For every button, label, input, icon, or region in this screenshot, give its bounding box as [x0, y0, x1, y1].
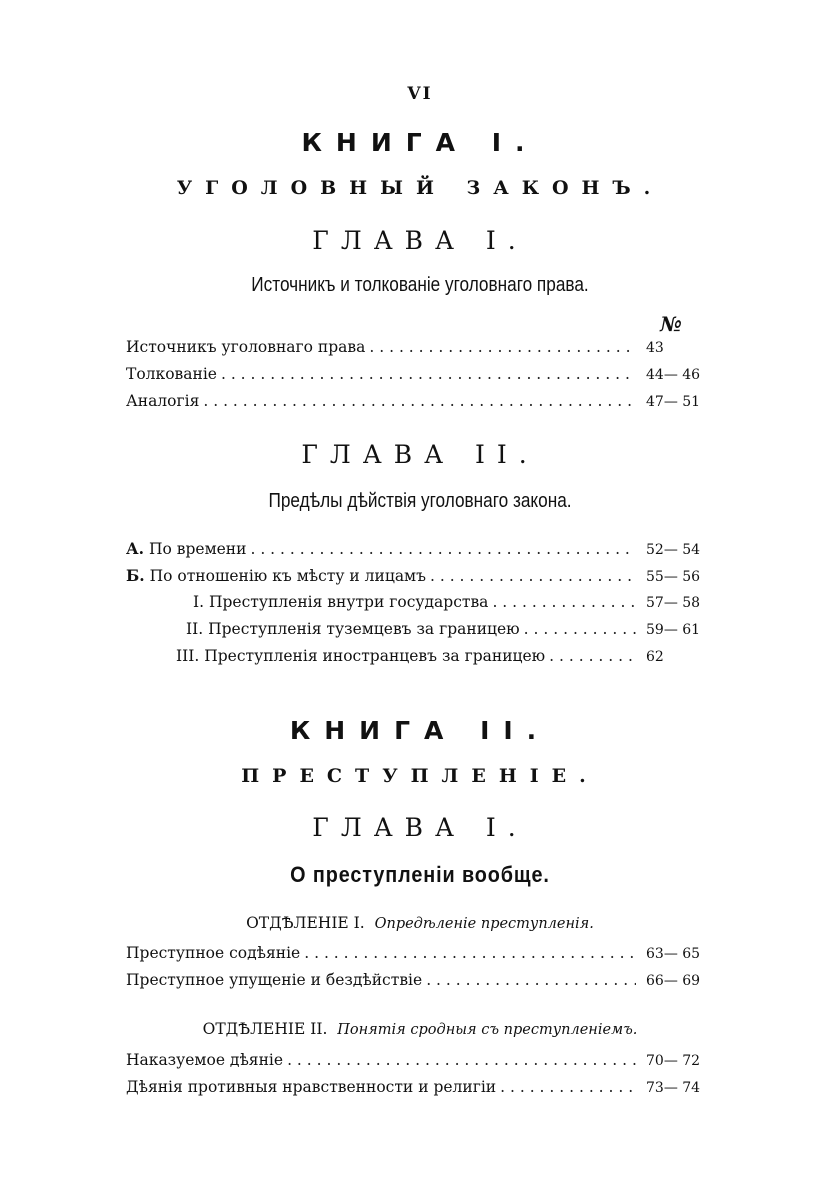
- toc-leader-dots: [426, 971, 636, 989]
- toc-entry-label: III. Преступленія иностранцевъ за границею: [176, 647, 546, 665]
- toc-leader-dots: [304, 944, 636, 962]
- toc-entry-label: [126, 539, 250, 558]
- section-subtitle: Опредѣленіе преступленія.: [374, 916, 594, 932]
- toc-leader-dots: [500, 1078, 636, 1096]
- toc-entry-label: Дѣянія противныя нравственности и религіи: [126, 1078, 497, 1096]
- toc-leader-dots: [287, 1051, 636, 1069]
- toc-entry-marker: А.: [126, 539, 145, 558]
- toc-entry-label: [126, 566, 430, 585]
- toc-leader-dots: [430, 567, 636, 585]
- book2-chapter1-title: О преступленіи вообще.: [290, 862, 550, 887]
- section-heading: [0, 914, 840, 932]
- toc-entry: [126, 944, 708, 968]
- book1-title: КНИГА I.: [301, 128, 539, 157]
- toc-entry-text: По отношенію къ мѣсту и лицамъ: [149, 567, 426, 585]
- toc-leader-dots: [492, 593, 636, 611]
- book1-chapter2-heading: ГЛАВА II.: [301, 440, 539, 469]
- section-label: ОТДѢЛЕНІЕ II.: [202, 1020, 328, 1038]
- toc-entry-number: 44— 46: [646, 367, 701, 383]
- toc-entry: [126, 1051, 708, 1075]
- toc-entry-number: 73— 74: [646, 1080, 701, 1096]
- toc-entry-number: 62: [646, 649, 664, 665]
- toc-entry-label: Преступное упущеніе и бездѣйствіе: [126, 971, 423, 989]
- toc-leader-dots: [524, 620, 636, 638]
- toc-leader-dots: [369, 338, 636, 356]
- toc-leader-dots: [203, 392, 636, 410]
- number-sign-column-header: №: [660, 312, 682, 336]
- toc-entry: [126, 1078, 708, 1102]
- toc-entry-number: 59— 61: [646, 622, 701, 638]
- toc-entry-label: Наказуемое дѣяніе: [126, 1051, 284, 1069]
- section-heading: [0, 1020, 840, 1038]
- toc-entry-number: 52— 54: [646, 542, 701, 558]
- toc-entry-label: Аналогія: [126, 392, 200, 410]
- toc-entry: [126, 971, 708, 995]
- toc-entry: [126, 539, 708, 563]
- toc-entry: [126, 365, 708, 389]
- toc-entry-text: По времени: [148, 540, 247, 558]
- book1-chapter1-title: Источникъ и толкованіе уголовнаго права.: [251, 274, 589, 296]
- page-number: VI: [407, 84, 433, 104]
- toc-entry-number: 43: [646, 340, 664, 356]
- section-subtitle: Понятія сродныя съ преступленіемъ.: [337, 1022, 638, 1038]
- toc-entry-label: I. Преступленія внутри государства: [193, 593, 489, 611]
- toc-entry: [126, 392, 708, 416]
- section-label: ОТДѢЛЕНІЕ I.: [246, 914, 365, 932]
- toc-entry-label: Преступное содѣяніе: [126, 944, 301, 962]
- toc-entry-label: Источникъ уголовнаго права: [126, 338, 366, 356]
- toc-leader-dots: [250, 540, 636, 558]
- toc-entry-label: Толкованіе: [126, 365, 217, 383]
- toc-entry-number: 47— 51: [646, 394, 701, 410]
- toc-entry: [176, 647, 708, 671]
- toc-entry-number: 55— 56: [646, 569, 701, 585]
- book2-title: КНИГА II.: [289, 716, 551, 745]
- toc-entry: [193, 593, 708, 617]
- toc-entry: [126, 338, 708, 362]
- book2-subtitle: ПРЕСТУПЛЕНІЕ.: [241, 765, 599, 787]
- toc-entry-label: II. Преступленія туземцевъ за границею: [186, 620, 520, 638]
- toc-leader-dots: [549, 647, 636, 665]
- toc-entry: [186, 620, 708, 644]
- book2-chapter1-heading: ГЛАВА I.: [312, 813, 528, 842]
- toc-entry-number: 70— 72: [646, 1053, 701, 1069]
- toc-entry-number: 57— 58: [646, 595, 701, 611]
- book1-chapter1-heading: ГЛАВА I.: [312, 226, 528, 255]
- book1-subtitle: УГОЛОВНЫЙ ЗАКОНЪ.: [176, 177, 664, 199]
- toc-entry-marker: Б.: [126, 566, 145, 585]
- book1-chapter2-title: Предѣлы дѣйствія уголовнаго закона.: [268, 490, 572, 512]
- toc-entry-number: 63— 65: [646, 946, 701, 962]
- toc-entry: [126, 566, 708, 590]
- toc-entry-number: 66— 69: [646, 973, 701, 989]
- toc-leader-dots: [221, 365, 636, 383]
